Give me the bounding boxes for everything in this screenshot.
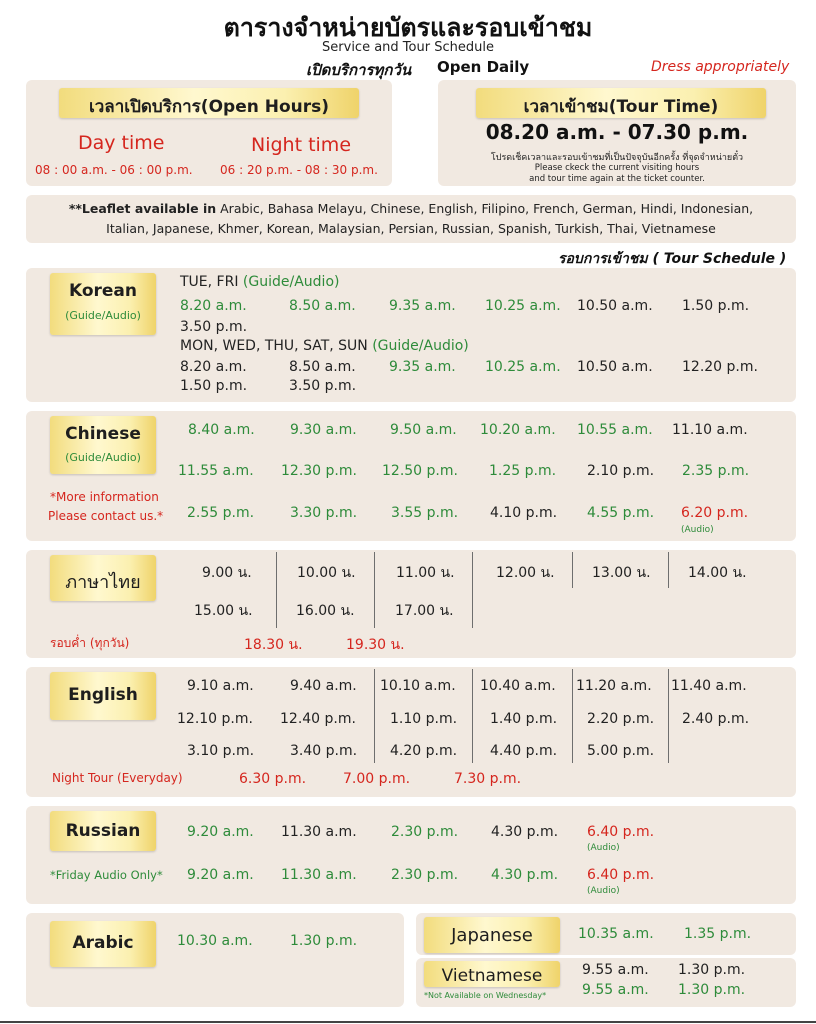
chinese-r2-4: 1.25 p.m. [489, 463, 557, 479]
english-r3-3: 4.20 p.m. [390, 743, 458, 759]
tour-time-note-en-1: Please ckeck the current visiting hours [534, 163, 700, 173]
english-night-3: 7.30 p.m. [454, 771, 522, 787]
chinese-r1-5: 10.55 a.m. [577, 422, 653, 438]
tour-time-note-th: โปรดเช็คเวลาและรอบเข้าชมที่เป็นปัจจุบันอีกครั้ง ที่จุดจำหน่ายตั๋ว [490, 153, 744, 163]
tour-time-banner [476, 88, 766, 118]
leaflet-line-1 [26, 201, 796, 216]
russian-r1-1: 9.20 a.m. [187, 824, 254, 840]
english-r2-1: 12.10 p.m. [177, 711, 253, 727]
open-daily-en: Open Daily [437, 58, 530, 76]
thai-r2-3: 17.00 น. [395, 603, 454, 619]
page-title: ตารางจำหน่ายบัตรและรอบเข้าชม [223, 13, 593, 42]
english-divider-2 [472, 669, 473, 763]
english-divider-4 [668, 669, 669, 763]
chinese-r1-3: 9.50 a.m. [390, 422, 457, 438]
chinese-note-2: Please contact us.* [48, 509, 164, 523]
russian-r1-2: 11.30 a.m. [281, 824, 357, 840]
thai-r1-2: 10.00 น. [297, 565, 356, 581]
korean-r1-5: 10.50 a.m. [577, 298, 653, 314]
thai-divider-2 [374, 552, 375, 628]
chinese-r3-3: 3.55 p.m. [391, 505, 459, 521]
russian-r1-4: 4.30 p.m. [491, 824, 559, 840]
thai-r1-6: 14.00 น. [688, 565, 747, 581]
korean-r1-1: 8.20 a.m. [180, 298, 247, 314]
thai-r1-3: 11.00 น. [396, 565, 455, 581]
english-r3-5: 5.00 p.m. [587, 743, 655, 759]
english-r2-3: 1.10 p.m. [390, 711, 458, 727]
english-r2-2: 12.40 p.m. [280, 711, 356, 727]
korean-r2-5: 10.50 a.m. [577, 359, 653, 375]
vietnamese-r2-1: 9.55 a.m. [582, 982, 649, 998]
korean-r2-6: 12.20 p.m. [682, 359, 758, 375]
korean-days-2-text: MON, WED, THU, SAT, SUN [180, 338, 368, 354]
chinese-label-box [50, 416, 156, 474]
chinese-panel [26, 411, 796, 541]
open-hours-label: เวลาเปิดบริการ(Open Hours) [88, 97, 330, 117]
english-r2-5: 2.20 p.m. [587, 711, 655, 727]
arabic-label-box [50, 921, 156, 967]
night-time-label: Night time [251, 134, 352, 156]
open-hours-banner [59, 88, 359, 118]
russian-audio-1: (Audio) [587, 843, 620, 853]
bottom-rule [0, 1021, 816, 1023]
tour-time-range: 08.20 a.m. - 07.30 p.m. [485, 120, 749, 144]
korean-days-2 [180, 338, 469, 354]
thai-panel [26, 550, 796, 658]
korean-label: Korean [68, 281, 138, 301]
chinese-r2-3: 12.50 p.m. [382, 463, 458, 479]
english-r1-1: 9.10 a.m. [187, 678, 254, 694]
english-r2-6: 2.40 p.m. [682, 711, 750, 727]
thai-divider-3 [472, 552, 473, 628]
thai-r1-5: 13.00 น. [592, 565, 651, 581]
chinese-r1-2: 9.30 a.m. [290, 422, 357, 438]
chinese-r2-6: 2.35 p.m. [682, 463, 750, 479]
english-r1-5: 11.20 a.m. [576, 678, 652, 694]
arabic-panel [26, 913, 404, 1007]
chinese-r1-4: 10.20 a.m. [480, 422, 556, 438]
korean-sub: (Guide/Audio) [65, 309, 141, 322]
japanese-panel [416, 913, 796, 955]
russian-r1-5: 6.40 p.m. [587, 824, 655, 840]
arabic-time-1: 10.30 a.m. [177, 933, 253, 949]
thai-label-box [50, 555, 156, 601]
chinese-r2-5: 2.10 p.m. [587, 463, 655, 479]
vietnamese-r1-2: 1.30 p.m. [678, 962, 746, 978]
thai-r1-1: 9.00 น. [202, 565, 252, 581]
chinese-label: Chinese [65, 424, 141, 444]
korean-r2b-2: 3.50 p.m. [289, 378, 357, 394]
english-r3-1: 3.10 p.m. [187, 743, 255, 759]
chinese-r3-2: 3.30 p.m. [290, 505, 358, 521]
tour-time-label: เวลาเข้าชม(Tour Time) [523, 97, 719, 117]
russian-r1-3: 2.30 p.m. [391, 824, 459, 840]
korean-r1-3: 9.35 a.m. [389, 298, 456, 314]
korean-days-1-tag: (Guide/Audio) [242, 274, 340, 290]
chinese-r3-6: 6.20 p.m. [681, 505, 749, 521]
russian-r2-1: 9.20 a.m. [187, 867, 254, 883]
english-night-1: 6.30 p.m. [239, 771, 307, 787]
chinese-r3-1: 2.55 p.m. [187, 505, 255, 521]
russian-r2-4: 4.30 p.m. [491, 867, 559, 883]
english-r1-6: 11.40 a.m. [671, 678, 747, 694]
english-r1-2: 9.40 a.m. [290, 678, 357, 694]
thai-r2-1: 15.00 น. [194, 603, 253, 619]
chinese-note-1: *More information [50, 490, 159, 504]
thai-night-1: 18.30 น. [244, 637, 303, 653]
thai-night-2: 19.30 น. [346, 637, 405, 653]
thai-r1-4: 12.00 น. [496, 565, 555, 581]
english-label-box [50, 672, 156, 720]
vietnamese-r1-1: 9.55 a.m. [582, 962, 649, 978]
vietnamese-note: *Not Available on Wednesday* [424, 991, 547, 1000]
english-divider-1 [374, 669, 375, 763]
korean-r2b-1: 1.50 p.m. [180, 378, 248, 394]
leaflet-languages-2: Italian, Japanese, Khmer, Korean, Malaysian, Persian, Russian, Spanish, Turkish, Thai, Vietnamese [106, 221, 716, 236]
english-night-label: Night Tour (Everyday) [52, 771, 183, 785]
english-night-2: 7.00 p.m. [343, 771, 411, 787]
thai-divider-5 [668, 552, 669, 588]
english-divider-3 [572, 669, 573, 763]
vietnamese-label: Vietnamese [441, 966, 543, 986]
korean-r2-1: 8.20 a.m. [180, 359, 247, 375]
chinese-sub: (Guide/Audio) [65, 451, 141, 464]
page-subtitle: Service and Tour Schedule [322, 40, 494, 55]
tour-time-panel [438, 80, 796, 186]
chinese-r2-2: 12.30 p.m. [281, 463, 357, 479]
korean-r1-6: 1.50 p.m. [682, 298, 750, 314]
russian-label-box [50, 811, 156, 851]
english-r1-3: 10.10 a.m. [380, 678, 456, 694]
japanese-time-1: 10.35 a.m. [578, 926, 654, 942]
leaflet-languages-1: Arabic, Bahasa Melayu, Chinese, English, Filipino, French, German, Hindi, Indonesian, [220, 201, 754, 216]
night-hours: 06 : 20 p.m. - 08 : 30 p.m. [220, 163, 378, 177]
thai-divider-4 [572, 552, 573, 588]
chinese-audio-note: (Audio) [681, 525, 714, 535]
vietnamese-label-box [424, 961, 560, 987]
arabic-time-2: 1.30 p.m. [290, 933, 358, 949]
vietnamese-panel [416, 958, 796, 1007]
thai-divider-1 [276, 552, 277, 628]
korean-days-2-tag: (Guide/Audio) [372, 338, 469, 354]
japanese-time-2: 1.35 p.m. [684, 926, 752, 942]
chinese-r1-1: 8.40 a.m. [188, 422, 255, 438]
korean-r2-2: 8.50 a.m. [289, 359, 356, 375]
english-r1-4: 10.40 a.m. [480, 678, 556, 694]
japanese-label-box [424, 917, 560, 953]
english-r3-2: 3.40 p.m. [290, 743, 358, 759]
russian-label: Russian [65, 821, 141, 841]
english-r2-4: 1.40 p.m. [490, 711, 558, 727]
russian-r2-2: 11.30 a.m. [281, 867, 357, 883]
chinese-r3-5: 4.55 p.m. [587, 505, 655, 521]
korean-label-box [50, 273, 156, 335]
leaflet-panel [26, 195, 796, 243]
thai-r2-2: 16.00 น. [296, 603, 355, 619]
vietnamese-r2-2: 1.30 p.m. [678, 982, 746, 998]
russian-r2-3: 2.30 p.m. [391, 867, 459, 883]
russian-panel [26, 806, 796, 904]
russian-audio-2: (Audio) [587, 886, 620, 896]
chinese-r1-6: 11.10 a.m. [672, 422, 748, 438]
english-label: English [68, 685, 138, 705]
open-hours-panel [26, 80, 392, 186]
korean-r1b: 3.50 p.m. [180, 319, 248, 335]
korean-r2-3: 9.35 a.m. [389, 359, 456, 375]
tour-time-note-en-2: and tour time again at the ticket counter. [529, 174, 705, 184]
thai-label: ภาษาไทย [65, 572, 141, 593]
english-r3-4: 4.40 p.m. [490, 743, 558, 759]
japanese-label: Japanese [451, 925, 533, 946]
leaflet-prefix: **Leaflet available in [68, 201, 217, 216]
korean-days-1 [180, 274, 339, 290]
chinese-r2-1: 11.55 a.m. [178, 463, 254, 479]
korean-r1-2: 8.50 a.m. [289, 298, 356, 314]
korean-r1-4: 10.25 a.m. [485, 298, 561, 314]
korean-panel [26, 268, 796, 402]
russian-friday-label: *Friday Audio Only* [50, 868, 163, 882]
day-hours: 08 : 00 a.m. - 06 : 00 p.m. [35, 163, 193, 177]
day-time-label: Day time [78, 132, 165, 154]
open-daily-th: เปิดบริการทุกวัน [306, 61, 412, 79]
english-panel [26, 667, 796, 797]
korean-r2-4: 10.25 a.m. [485, 359, 561, 375]
schedule-heading: รอบการเข้าชม ( Tour Schedule ) [558, 251, 787, 267]
arabic-label: Arabic [72, 933, 134, 953]
chinese-r3-4: 4.10 p.m. [490, 505, 558, 521]
dress-note: Dress appropriately [651, 59, 790, 75]
korean-days-1-text: TUE, FRI [180, 274, 239, 290]
thai-night-label: รอบค่ำ (ทุกวัน) [50, 636, 130, 650]
russian-r2-5: 6.40 p.m. [587, 867, 655, 883]
